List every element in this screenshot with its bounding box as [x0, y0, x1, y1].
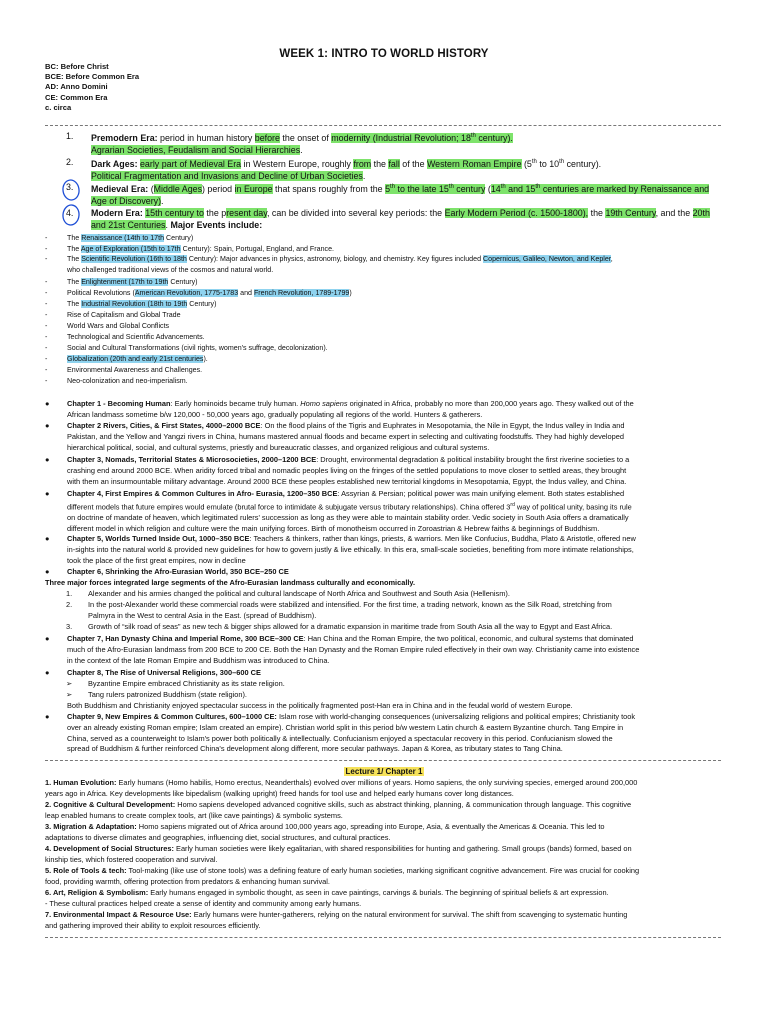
era-number: 4. — [66, 208, 74, 218]
lecture-section-5: 5. Role of Tools & tech: Tool-making (like use of stone tools) was a defining feature of early human societies, marking significant cognitive advancement. Fire was crucial for cooking food, providing warmth, offering protection from predators & enhancing human survival. — [45, 866, 640, 886]
era-number: 2. — [66, 157, 74, 167]
chapter-6-intro: Three major forces integrated large segments of the Afro-Eurasian landmass culturally and economically. — [45, 578, 416, 587]
era-name: Medieval Era: — [91, 183, 149, 194]
abbr-bce: BCE: Before Common Era — [45, 72, 140, 82]
chapter-8-summary: ● Chapter 8, The Rise of Universal Religions, 300–600 CE — [45, 668, 261, 677]
event-item: - Neo-colonization and neo-imperialism. — [45, 377, 188, 385]
event-item: - The Renaissance (14th to 17th Century) — [45, 234, 194, 242]
chapter-8-point: ➢ Byzantine Empire embraced Christianity as its state religion. — [66, 679, 285, 688]
chapter-8-conclusion: Both Buddhism and Christianity enjoyed spectacular success in the politically fragmented post-Han era in China and in the feudal world of western Europe. — [67, 701, 573, 710]
event-item: - The Enlightenment (17th to 19th Century) — [45, 278, 198, 286]
chapter-9-summary: ● Chapter 9, New Empires & Common Cultures, 600–1000 CE: Islam rose with world-changing consequences (universalizing religions and political empires; Christianity took over an already existing Roman empire; Islam created an empire). Christian world split in this period b/w western Latin church & eastern Byzantine church. Tang Empire in China, served as a counterweight to Islam's power both politically & intellectually. Confucianism enjoyed a spectacular recovery in this period. Confucianism slowed the spread of Buddhism & further reinforced China's development along different, more secular pathways. Japan & Korea, as tributary states to Tang China. — [45, 712, 636, 754]
era-name: Premodern Era: — [91, 132, 158, 143]
era-medieval: 3. Medieval Era: (Middle Ages) period in Europe that spans roughly from the 5th to the late 15th century (14th and 15th centuries are marked by Renaissance and Age of Discovery). — [66, 182, 710, 207]
event-item: - The Age of Exploration (15th to 17th Century): Spain, Portugal, England, and France. — [45, 245, 334, 253]
event-item: - Political Revolutions (American Revolution, 1775-1783 and French Revolution, 1789-1799) — [45, 289, 352, 297]
era-name: Dark Ages: — [91, 158, 138, 169]
event-item: - Social and Cultural Transformations (civil rights, women's suffrage, decolonization). — [45, 344, 328, 352]
abbr-bc: BC: Before Christ — [45, 62, 109, 71]
lecture-section-3: 3. Migration & Adaptation: Homo sapiens migrated out of Africa around 100,000 years ago, spreading into Europe, Asia, & eventually the Americas & Oceania. This led to adaptations to diverse climates and geographies, influencing diet, social structures, and cultural practices. — [45, 822, 605, 842]
event-item: - The Industrial Revolution (18th to 19th Century) — [45, 300, 217, 308]
event-item: - Technological and Scientific Advancements. — [45, 333, 205, 341]
era-premodern: 1. Premodern Era: period in human history before the onset of modernity (Industrial Revolution; 18th century). Agrarian Societies, Feudalism and Social Hierarchies. — [66, 131, 513, 156]
era-dark-ages: 2. Dark Ages: early part of Medieval Era in Western Europe, roughly from the fall of the Western Roman Empire (5th to 10th century). Political Fragmentation and Invasions and Decline of Urban Societies. — [66, 157, 602, 182]
divider — [45, 760, 721, 761]
lecture-section-2: 2. Cognitive & Cultural Development: Homo sapiens developed advanced cognitive skills, such as abstract thinking, planning, & communication through language. This cognitive leap enabled humans to create complex tools, art (like cave paintings) & symbolic systems. — [45, 800, 632, 820]
lecture-heading: Lecture 1/ Chapter 1 — [345, 767, 423, 776]
event-item: - Rise of Capitalism and Global Trade — [45, 311, 181, 319]
abbr-ce: CE: Common Era — [45, 92, 108, 102]
divider — [45, 125, 721, 126]
abbreviation-list — [45, 62, 139, 113]
abbr-circa: c. circa — [45, 102, 72, 112]
event-item: - The Scientific Revolution (16th to 18th Century): Major advances in physics, astronomy, biology, and chemistry. Key figures included Copernicus, Galileo, Newton, and Kepler, who challenged traditional views of the cosmos and natural world. — [45, 255, 613, 274]
era-modern: 4. Modern Era: 15th century to the present day, can be divided into several key periods: the Early Modern Period (c. 1500-1800), the 19th Century, and the 20th and 21st Centuries. Major Events include: — [66, 208, 710, 231]
chapter-2-summary: ● Chapter 2 Rivers, Cities, & First States, 4000–2000 BCE: On the flood plains of the Tigris and Euphrates in Mesopotamia, the Nile in Egypt, the Indus valley in India and Pakistan, and the Yellow and Yangzi rivers in China, humans mastered annual floods and became expert in selecting and cultivating foodstuffs. They had highly developed hierarchical political, social, and cultural systems, priestly and bureaucratic classes, and organized religious and cultural systems. — [45, 421, 625, 452]
era-name: Modern Era: — [91, 208, 143, 218]
chapter-3-summary: ● Chapter 3, Nomads, Territorial States & Microsocieties, 2000–1200 BCE: Drought, environmental degradation & political instability brought the first riverine societies to a crashing end around 2000 BCE. When aridity forced tribal and nomadic peoples living on the fringes of the settled populations to move closer to settled areas, they brought with them an insurmountable military advantage. Around 2000 BCE these peoples established new territorial kingdoms in Mesopotamia, Egypt, the Indus valley, and China. — [45, 455, 630, 486]
lecture-section-7: 7. Environmental Impact & Resource Use: Early humans were hunter-gatherers, relying on the natural environment for survival. The shift from scavenging to systematic hunting and gathering improved their ability to exploit resources efficiently. — [45, 910, 628, 930]
chapter-6-force-1: 1. Alexander and his armies changed the political and cultural landscape of North Africa and Southwest and South Asia (Hellenism). — [66, 589, 510, 598]
page-title: WEEK 1: INTRO TO WORLD HISTORY — [279, 48, 489, 60]
chapter-6-force-2: 2. In the post-Alexander world these commercial roads were stabilized and intensified. For the first time, a trading network, known as the Silk Road, stretching from Palmyra in the West to central Asia in the East. (spread of Buddhism). — [66, 600, 612, 620]
lecture-section-6: 6. Art, Religion & Symbolism: Early humans engaged in symbolic thought, as seen in cave paintings, carvings & burials. The beginning of spiritual beliefs & art expression. - These cultural practices helped create a sense of identity and community among early humans. — [45, 888, 609, 908]
event-item: - Environmental Awareness and Challenges. — [45, 366, 203, 374]
divider — [45, 937, 721, 938]
abbr-ad: AD: Anno Domini — [45, 82, 108, 92]
chapter-8-point: ➢ Tang rulers patronized Buddhism (state religion). — [66, 690, 247, 699]
chapter-5-summary: ● Chapter 5, Worlds Turned Inside Out, 1000–350 BCE: Teachers & thinkers, rather than kings, priests, & warriors. Men like Confucius, Buddha, Plato & Aristotle, offered new in-sights into the natural world & provided new guidelines for how to govern justly & live ethically. In this era, small-scale societies, benefiting from more intimate relationships, took the place of the first great empires, now in decline — [45, 534, 636, 565]
event-item: - Globalization (20th and early 21st centuries). — [45, 355, 208, 363]
event-item: - World Wars and Global Conflicts — [45, 322, 170, 330]
era-number: 1. — [66, 131, 74, 141]
chapter-4-summary: ● Chapter 4, First Empires & Common Cultures in Afro- Eurasia, 1200–350 BCE: Assyrian & Persian; political power was main unifying element. Both states established different models that future empires would emulate (brutal force to intimidate & subjugate versus tributary relationships). China offered 3rd way of political unity, basing its rule on doctrine of mandate of heaven, which legitimated rulers' succession as long as they were able to maintain stability order. Vedic society in South Asia offers a dramatically different model in which religion and culture were the main unifying forces. Birth of monotheism occurred in Zoroastrian & Hebrew faiths & beginnings of Buddhism. — [45, 489, 632, 533]
chapter-7-summary: ● Chapter 7, Han Dynasty China and Imperial Rome, 300 BCE–300 CE: Han China and the Roman Empire, the two political, economic, and cultural systems that dominated much of the Afro-Eurasian landmass from 200 BCE to 200 CE. Both the Han Dynasty and the Roman Empire ruled effectively in their own way. Christianity came into existence in the context of the late Roman Empire and Buddhism was introduced to China. — [45, 634, 640, 665]
era-number: 3. — [66, 182, 74, 192]
chapter-6-summary: ● Chapter 6, Shrinking the Afro-Eurasian World, 350 BCE–250 CE — [45, 567, 289, 576]
lecture-section-1: 1. Human Evolution: Early humans (Homo habilis, Homo erectus, Neanderthals) evolved over millions of years. Homo sapiens, the only surviving species, emerged around 200,000 years ago in Africa. Key developments like bipedalism (walking upright) freed hands for tool use and helped early humans cover long distances. — [45, 778, 638, 798]
chapter-1-summary: ● Chapter 1 - Becoming Human: Early hominoids became truly human. Homo sapiens originated in Africa, probably no more than 200,000 years ago. Thesy walked out of the African landmass sometime b/w 120,000 - 50,000 years ago, gradually populating all regions of the world. Hunters & gatherers. — [45, 399, 634, 419]
chapter-6-force-3: 3. Growth of “silk road of seas” as new tech & bigger ships allowed for a dramatic expansion in maritime trade from South Asia all the way to Egypt and East Africa. — [66, 622, 613, 631]
lecture-section-4: 4. Development of Social Structures: Early human societies were likely egalitarian, with shared responsibilities for hunting and gathering. Small groups (bands) formed, based on kinship ties, which fostered cooperation and survival. — [45, 844, 632, 864]
